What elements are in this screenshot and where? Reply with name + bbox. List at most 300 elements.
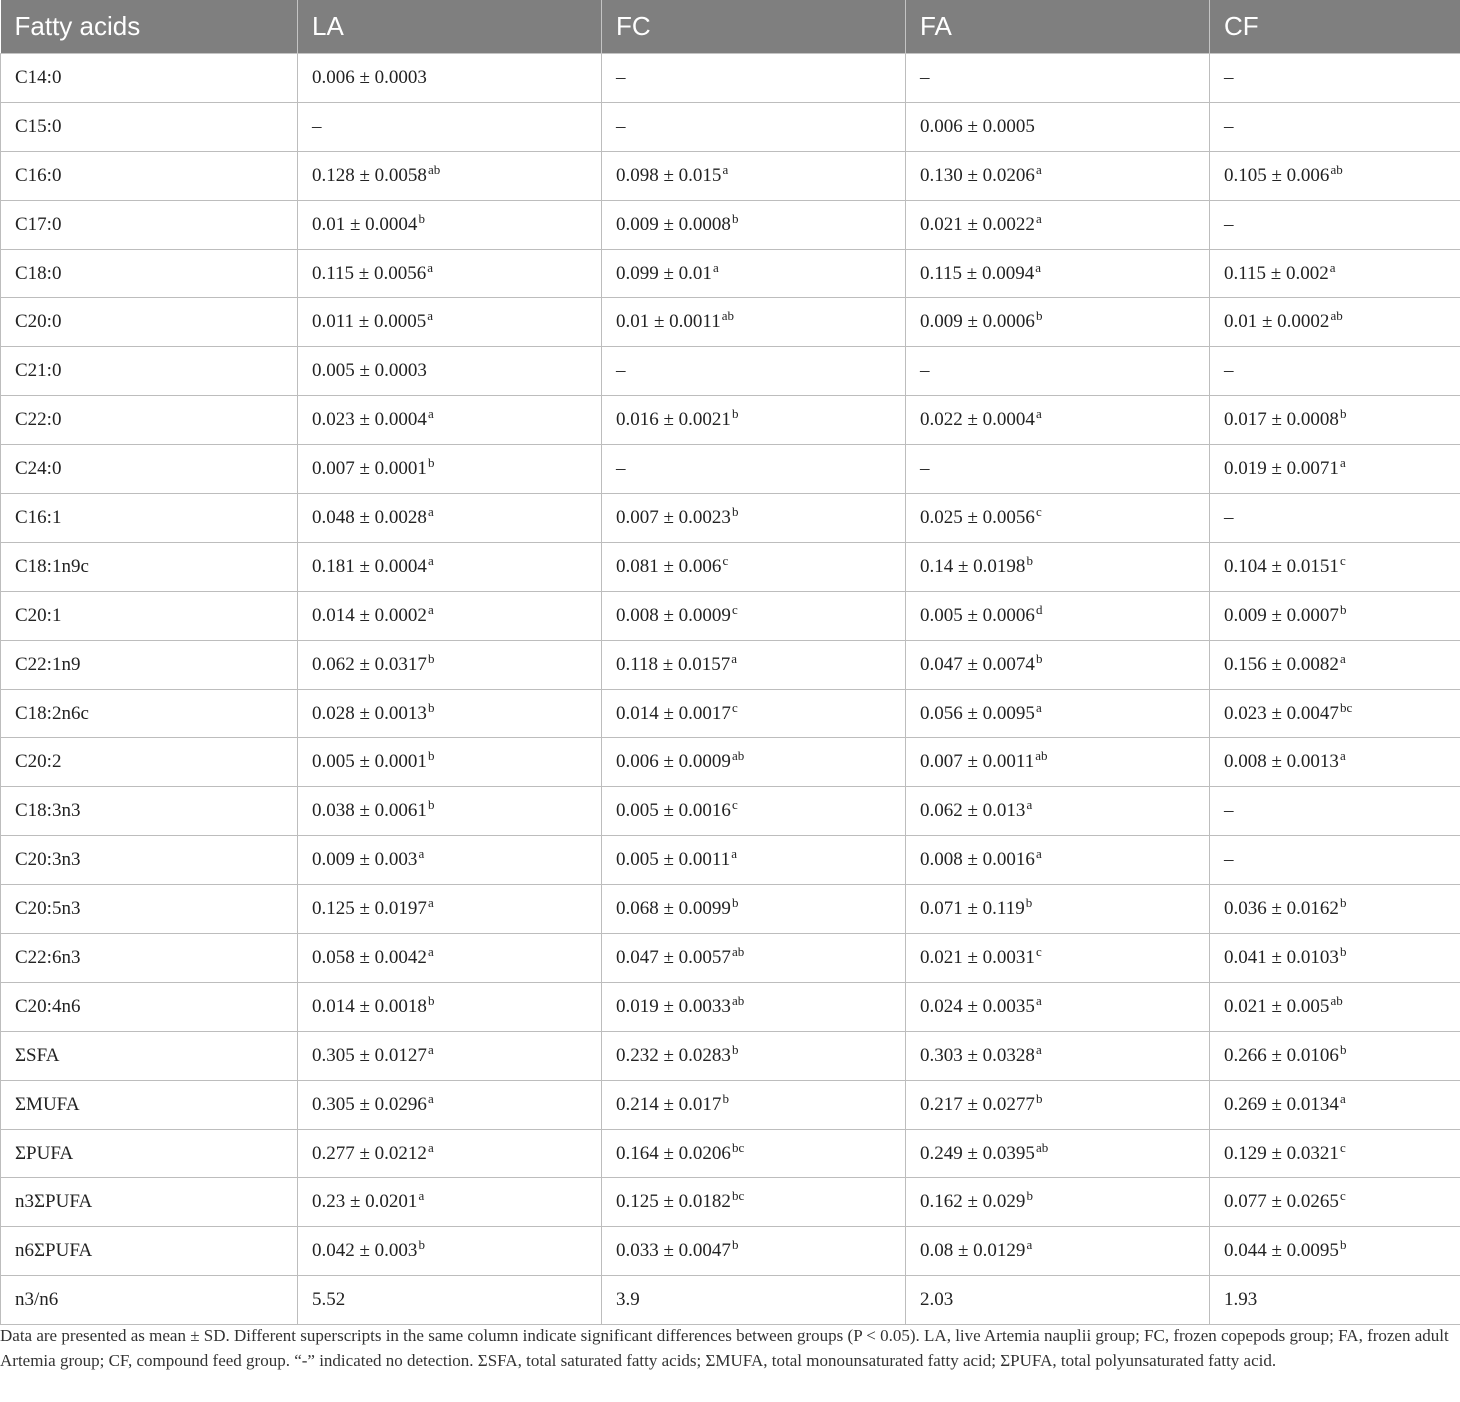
table-row bbox=[1, 982, 1460, 1031]
cell-value: 0.128 ± 0.0058 bbox=[312, 164, 427, 186]
value-cell bbox=[602, 102, 906, 151]
value-cell bbox=[906, 836, 1210, 885]
significance-superscript: c bbox=[731, 699, 738, 715]
row-label: C16:0 bbox=[1, 151, 298, 200]
significance-superscript: b bbox=[1035, 650, 1043, 666]
value-cell bbox=[298, 1129, 602, 1178]
cell-value: 2.03 bbox=[920, 1289, 954, 1311]
row-label: C20:1 bbox=[1, 591, 298, 640]
table-header bbox=[1, 0, 1460, 54]
cell-value: 0.125 ± 0.0197 bbox=[312, 898, 427, 920]
cell-value: 0.099 ± 0.01 bbox=[616, 262, 712, 284]
value-cell bbox=[1210, 640, 1460, 689]
significance-superscript: ab bbox=[1035, 1139, 1049, 1155]
value-cell bbox=[906, 151, 1210, 200]
cell-value: 0.056 ± 0.0095 bbox=[920, 702, 1035, 724]
value-cell bbox=[1210, 54, 1460, 103]
table-row bbox=[1, 738, 1460, 787]
value-cell bbox=[602, 1129, 906, 1178]
significance-superscript: ab bbox=[427, 161, 441, 177]
value-cell bbox=[1210, 934, 1460, 983]
cell-value: 0.077 ± 0.0265 bbox=[1224, 1191, 1339, 1213]
significance-superscript: b bbox=[731, 1237, 739, 1253]
value-cell bbox=[602, 54, 906, 103]
cell-value: 0.098 ± 0.015 bbox=[616, 164, 722, 186]
significance-superscript: a bbox=[427, 943, 434, 959]
significance-superscript: a bbox=[1035, 846, 1042, 862]
row-label: C17:0 bbox=[1, 200, 298, 249]
cell-value: 0.071 ± 0.119 bbox=[920, 898, 1025, 920]
cell-value: 0.038 ± 0.0061 bbox=[312, 800, 427, 822]
significance-superscript: ab bbox=[1330, 992, 1343, 1008]
significance-superscript: b bbox=[1339, 943, 1347, 959]
value-cell bbox=[906, 396, 1210, 445]
cell-value: 0.277 ± 0.0212 bbox=[312, 1142, 427, 1164]
header-fa: FA bbox=[906, 0, 1210, 54]
header-fatty-acids: Fatty acids bbox=[1, 0, 298, 54]
significance-superscript: a bbox=[1035, 699, 1042, 715]
value-cell bbox=[602, 396, 906, 445]
row-label: ΣPUFA bbox=[1, 1129, 298, 1178]
cell-value: 0.01 ± 0.0011 bbox=[616, 311, 721, 333]
value-cell bbox=[1210, 347, 1460, 396]
value-cell bbox=[602, 445, 906, 494]
cell-value: 0.005 ± 0.0003 bbox=[312, 360, 427, 382]
value-cell bbox=[298, 54, 602, 103]
significance-superscript: c bbox=[1035, 503, 1042, 519]
cell-value: 0.014 ± 0.0018 bbox=[312, 995, 427, 1017]
significance-superscript: a bbox=[722, 161, 729, 177]
table-row bbox=[1, 1227, 1460, 1276]
cell-value: 0.23 ± 0.0201 bbox=[312, 1191, 418, 1213]
row-label: C18:0 bbox=[1, 249, 298, 298]
significance-superscript: b bbox=[731, 1041, 739, 1057]
cell-value: 0.118 ± 0.0157 bbox=[616, 653, 731, 675]
significance-superscript: c bbox=[1339, 552, 1346, 568]
significance-superscript: b bbox=[731, 210, 739, 226]
significance-superscript: bc bbox=[1339, 699, 1353, 715]
table-row bbox=[1, 1276, 1460, 1325]
row-label: C22:1n9 bbox=[1, 640, 298, 689]
cell-value: – bbox=[1224, 213, 1234, 235]
cell-value: 0.019 ± 0.0033 bbox=[616, 995, 731, 1017]
table-row bbox=[1, 396, 1460, 445]
cell-value: 0.269 ± 0.0134 bbox=[1224, 1093, 1339, 1115]
value-cell bbox=[298, 1276, 602, 1325]
cell-value: 0.305 ± 0.0127 bbox=[312, 1044, 427, 1066]
significance-superscript: b bbox=[1025, 895, 1033, 911]
cell-value: – bbox=[1224, 849, 1234, 871]
cell-value: 0.266 ± 0.0106 bbox=[1224, 1044, 1339, 1066]
value-cell bbox=[298, 396, 602, 445]
value-cell bbox=[602, 836, 906, 885]
table-row bbox=[1, 542, 1460, 591]
value-cell bbox=[602, 200, 906, 249]
value-cell bbox=[298, 1178, 602, 1227]
table-row bbox=[1, 200, 1460, 249]
value-cell bbox=[298, 689, 602, 738]
significance-superscript: a bbox=[1035, 259, 1042, 275]
value-cell bbox=[602, 1276, 906, 1325]
value-cell bbox=[602, 982, 906, 1031]
cell-value: 0.041 ± 0.0103 bbox=[1224, 946, 1339, 968]
significance-superscript: d bbox=[1035, 601, 1043, 617]
value-cell bbox=[1210, 102, 1460, 151]
cell-value: 0.156 ± 0.0082 bbox=[1224, 653, 1339, 675]
cell-value: – bbox=[1224, 66, 1234, 88]
cell-value: 0.068 ± 0.0099 bbox=[616, 898, 731, 920]
value-cell bbox=[906, 640, 1210, 689]
value-cell bbox=[298, 836, 602, 885]
significance-superscript: a bbox=[427, 552, 434, 568]
value-cell bbox=[1210, 836, 1460, 885]
cell-value: 0.08 ± 0.0129 bbox=[920, 1240, 1026, 1262]
table-row bbox=[1, 151, 1460, 200]
row-label: C22:6n3 bbox=[1, 934, 298, 983]
cell-value: 0.006 ± 0.0005 bbox=[920, 115, 1035, 137]
cell-value: – bbox=[920, 66, 930, 88]
cell-value: 0.005 ± 0.0016 bbox=[616, 800, 731, 822]
value-cell bbox=[1210, 200, 1460, 249]
cell-value: 0.005 ± 0.0006 bbox=[920, 604, 1035, 626]
significance-superscript: a bbox=[1339, 455, 1346, 471]
cell-value: 0.036 ± 0.0162 bbox=[1224, 898, 1339, 920]
value-cell bbox=[298, 591, 602, 640]
row-label: C20:4n6 bbox=[1, 982, 298, 1031]
value-cell bbox=[602, 151, 906, 200]
table-row bbox=[1, 494, 1460, 543]
row-label: C18:3n3 bbox=[1, 787, 298, 836]
significance-superscript: a bbox=[427, 1090, 434, 1106]
table-row bbox=[1, 787, 1460, 836]
cell-value: 0.021 ± 0.005 bbox=[1224, 995, 1330, 1017]
cell-value: 0.044 ± 0.0095 bbox=[1224, 1240, 1339, 1262]
value-cell bbox=[602, 1080, 906, 1129]
value-cell bbox=[1210, 542, 1460, 591]
value-cell bbox=[906, 1031, 1210, 1080]
cell-value: – bbox=[920, 458, 930, 480]
value-cell bbox=[298, 982, 602, 1031]
significance-superscript: a bbox=[427, 895, 434, 911]
significance-superscript: c bbox=[731, 797, 738, 813]
table-row bbox=[1, 885, 1460, 934]
cell-value: 0.019 ± 0.0071 bbox=[1224, 458, 1339, 480]
value-cell bbox=[1210, 249, 1460, 298]
significance-superscript: b bbox=[418, 210, 425, 226]
cell-value: 0.005 ± 0.0001 bbox=[312, 751, 427, 773]
value-cell bbox=[298, 640, 602, 689]
significance-superscript: bc bbox=[731, 1188, 745, 1204]
value-cell bbox=[298, 885, 602, 934]
value-cell bbox=[906, 1178, 1210, 1227]
value-cell bbox=[906, 102, 1210, 151]
significance-superscript: b bbox=[427, 992, 435, 1008]
table-row bbox=[1, 1178, 1460, 1227]
value-cell bbox=[298, 1227, 602, 1276]
cell-value: 0.005 ± 0.0011 bbox=[616, 849, 731, 871]
value-cell bbox=[906, 494, 1210, 543]
value-cell bbox=[602, 347, 906, 396]
cell-value: 0.006 ± 0.0003 bbox=[312, 66, 427, 88]
cell-value: 0.01 ± 0.0002 bbox=[1224, 311, 1330, 333]
cell-value: 0.008 ± 0.0009 bbox=[616, 604, 731, 626]
cell-value: 0.164 ± 0.0206 bbox=[616, 1142, 731, 1164]
row-label: C20:0 bbox=[1, 298, 298, 347]
value-cell bbox=[906, 1276, 1210, 1325]
cell-value: 0.021 ± 0.0022 bbox=[920, 213, 1035, 235]
cell-value: 0.130 ± 0.0206 bbox=[920, 164, 1035, 186]
cell-value: 0.023 ± 0.0047 bbox=[1224, 702, 1339, 724]
significance-superscript: a bbox=[427, 1041, 434, 1057]
value-cell bbox=[1210, 445, 1460, 494]
cell-value: 0.008 ± 0.0016 bbox=[920, 849, 1035, 871]
value-cell bbox=[602, 1178, 906, 1227]
cell-value: 0.025 ± 0.0056 bbox=[920, 506, 1035, 528]
significance-superscript: a bbox=[418, 1188, 425, 1204]
value-cell bbox=[906, 298, 1210, 347]
row-label: ΣSFA bbox=[1, 1031, 298, 1080]
significance-superscript: a bbox=[712, 259, 719, 275]
table-row bbox=[1, 934, 1460, 983]
significance-superscript: a bbox=[427, 308, 434, 324]
significance-superscript: b bbox=[1339, 1237, 1347, 1253]
value-cell bbox=[298, 347, 602, 396]
significance-superscript: b bbox=[722, 1090, 729, 1106]
value-cell bbox=[906, 982, 1210, 1031]
significance-superscript: b bbox=[427, 748, 435, 764]
cell-value: 0.021 ± 0.0031 bbox=[920, 946, 1035, 968]
significance-superscript: a bbox=[427, 601, 434, 617]
table-row bbox=[1, 1080, 1460, 1129]
value-cell bbox=[602, 1227, 906, 1276]
significance-superscript: ab bbox=[721, 308, 735, 324]
value-cell bbox=[906, 787, 1210, 836]
cell-value: 0.125 ± 0.0182 bbox=[616, 1191, 731, 1213]
table-row bbox=[1, 54, 1460, 103]
significance-superscript: a bbox=[1035, 1041, 1042, 1057]
cell-value: 0.249 ± 0.0395 bbox=[920, 1142, 1035, 1164]
cell-value: 0.024 ± 0.0035 bbox=[920, 995, 1035, 1017]
significance-superscript: b bbox=[418, 1237, 425, 1253]
cell-value: – bbox=[616, 115, 626, 137]
cell-value: 0.305 ± 0.0296 bbox=[312, 1093, 427, 1115]
value-cell bbox=[1210, 738, 1460, 787]
cell-value: 0.008 ± 0.0013 bbox=[1224, 751, 1339, 773]
value-cell bbox=[298, 298, 602, 347]
cell-value: 0.042 ± 0.003 bbox=[312, 1240, 418, 1262]
significance-superscript: b bbox=[731, 503, 739, 519]
value-cell bbox=[1210, 1129, 1460, 1178]
significance-superscript: b bbox=[1339, 406, 1347, 422]
row-label: n6ΣPUFA bbox=[1, 1227, 298, 1276]
cell-value: 0.009 ± 0.003 bbox=[312, 849, 418, 871]
cell-value: 3.9 bbox=[616, 1289, 640, 1311]
significance-superscript: a bbox=[1035, 210, 1042, 226]
row-label: ΣMUFA bbox=[1, 1080, 298, 1129]
value-cell bbox=[1210, 982, 1460, 1031]
value-cell bbox=[1210, 591, 1460, 640]
significance-superscript: c bbox=[731, 601, 738, 617]
cell-value: 0.014 ± 0.0002 bbox=[312, 604, 427, 626]
value-cell bbox=[906, 591, 1210, 640]
cell-value: 0.023 ± 0.0004 bbox=[312, 409, 427, 431]
row-label: C20:5n3 bbox=[1, 885, 298, 934]
value-cell bbox=[602, 542, 906, 591]
value-cell bbox=[298, 200, 602, 249]
cell-value: 0.017 ± 0.0008 bbox=[1224, 409, 1339, 431]
row-label: C22:0 bbox=[1, 396, 298, 445]
value-cell bbox=[602, 640, 906, 689]
significance-superscript: c bbox=[1035, 943, 1042, 959]
table-row bbox=[1, 445, 1460, 494]
cell-value: 0.303 ± 0.0328 bbox=[920, 1044, 1035, 1066]
value-cell bbox=[298, 1080, 602, 1129]
value-cell bbox=[602, 298, 906, 347]
significance-superscript: a bbox=[427, 503, 434, 519]
significance-superscript: b bbox=[427, 699, 435, 715]
value-cell bbox=[1210, 1178, 1460, 1227]
value-cell bbox=[906, 1080, 1210, 1129]
significance-superscript: a bbox=[731, 846, 738, 862]
value-cell bbox=[906, 445, 1210, 494]
value-cell bbox=[1210, 298, 1460, 347]
value-cell bbox=[602, 885, 906, 934]
value-cell bbox=[298, 445, 602, 494]
value-cell bbox=[906, 249, 1210, 298]
value-cell bbox=[906, 1129, 1210, 1178]
value-cell bbox=[602, 249, 906, 298]
significance-superscript: b bbox=[1339, 895, 1347, 911]
significance-superscript: b bbox=[1035, 308, 1043, 324]
header-la: LA bbox=[298, 0, 602, 54]
cell-value: 0.217 ± 0.0277 bbox=[920, 1093, 1035, 1115]
table-row bbox=[1, 102, 1460, 151]
significance-superscript: a bbox=[1035, 992, 1042, 1008]
cell-value: – bbox=[616, 360, 626, 382]
value-cell bbox=[1210, 1227, 1460, 1276]
significance-superscript: b bbox=[731, 895, 739, 911]
value-cell bbox=[298, 934, 602, 983]
cell-value: 0.01 ± 0.0004 bbox=[312, 213, 418, 235]
value-cell bbox=[602, 1031, 906, 1080]
cell-value: 0.007 ± 0.0011 bbox=[920, 751, 1035, 773]
table-row bbox=[1, 347, 1460, 396]
cell-value: 0.016 ± 0.0021 bbox=[616, 409, 731, 431]
cell-value: 0.081 ± 0.006 bbox=[616, 555, 722, 577]
table-row bbox=[1, 591, 1460, 640]
value-cell bbox=[1210, 396, 1460, 445]
cell-value: 0.062 ± 0.013 bbox=[920, 800, 1026, 822]
cell-value: 0.028 ± 0.0013 bbox=[312, 702, 427, 724]
value-cell bbox=[906, 54, 1210, 103]
cell-value: 0.162 ± 0.029 bbox=[920, 1191, 1026, 1213]
table-row bbox=[1, 836, 1460, 885]
table-body bbox=[1, 54, 1460, 1325]
significance-superscript: a bbox=[1035, 161, 1042, 177]
value-cell bbox=[1210, 885, 1460, 934]
cell-value: – bbox=[1224, 506, 1234, 528]
row-label: C24:0 bbox=[1, 445, 298, 494]
table-row bbox=[1, 298, 1460, 347]
cell-value: 0.129 ± 0.0321 bbox=[1224, 1142, 1339, 1164]
significance-superscript: c bbox=[1339, 1188, 1346, 1204]
value-cell bbox=[1210, 1031, 1460, 1080]
significance-superscript: a bbox=[1339, 1090, 1346, 1106]
significance-superscript: c bbox=[1339, 1139, 1346, 1155]
cell-value: 0.105 ± 0.006 bbox=[1224, 164, 1330, 186]
row-label: C20:2 bbox=[1, 738, 298, 787]
cell-value: 0.033 ± 0.0047 bbox=[616, 1240, 731, 1262]
header-fc: FC bbox=[602, 0, 906, 54]
significance-superscript: a bbox=[418, 846, 425, 862]
value-cell bbox=[906, 689, 1210, 738]
value-cell bbox=[1210, 1276, 1460, 1325]
table-row bbox=[1, 1129, 1460, 1178]
value-cell bbox=[1210, 494, 1460, 543]
value-cell bbox=[298, 151, 602, 200]
row-label: C18:2n6c bbox=[1, 689, 298, 738]
significance-superscript: a bbox=[1035, 406, 1042, 422]
row-label: C16:1 bbox=[1, 494, 298, 543]
table-row bbox=[1, 1031, 1460, 1080]
significance-superscript: ab bbox=[731, 943, 745, 959]
value-cell bbox=[602, 738, 906, 787]
table-row bbox=[1, 640, 1460, 689]
cell-value: – bbox=[1224, 360, 1234, 382]
cell-value: – bbox=[616, 458, 626, 480]
significance-superscript: b bbox=[1339, 1041, 1347, 1057]
significance-superscript: b bbox=[1035, 1090, 1043, 1106]
significance-superscript: a bbox=[1339, 650, 1346, 666]
value-cell bbox=[906, 200, 1210, 249]
row-label: n3/n6 bbox=[1, 1276, 298, 1325]
value-cell bbox=[602, 689, 906, 738]
cell-value: 0.104 ± 0.0151 bbox=[1224, 555, 1339, 577]
value-cell bbox=[298, 787, 602, 836]
significance-superscript: b bbox=[427, 650, 435, 666]
cell-value: 0.047 ± 0.0057 bbox=[616, 946, 731, 968]
cell-value: 1.93 bbox=[1224, 1289, 1258, 1311]
cell-value: 0.014 ± 0.0017 bbox=[616, 702, 731, 724]
cell-value: – bbox=[1224, 115, 1234, 137]
value-cell bbox=[906, 738, 1210, 787]
value-cell bbox=[906, 934, 1210, 983]
significance-superscript: b bbox=[1339, 601, 1347, 617]
significance-superscript: a bbox=[1026, 1237, 1033, 1253]
value-cell bbox=[298, 542, 602, 591]
cell-value: 0.181 ± 0.0004 bbox=[312, 555, 427, 577]
cell-value: 0.115 ± 0.002 bbox=[1224, 262, 1329, 284]
value-cell bbox=[298, 1031, 602, 1080]
cell-value: 0.115 ± 0.0056 bbox=[312, 262, 427, 284]
cell-value: 5.52 bbox=[312, 1289, 346, 1311]
row-label: C18:1n9c bbox=[1, 542, 298, 591]
significance-superscript: ab bbox=[1035, 748, 1048, 764]
value-cell bbox=[602, 787, 906, 836]
row-label: C14:0 bbox=[1, 54, 298, 103]
value-cell bbox=[906, 885, 1210, 934]
cell-value: 0.006 ± 0.0009 bbox=[616, 751, 731, 773]
header-cf: CF bbox=[1210, 0, 1460, 54]
cell-value: 0.022 ± 0.0004 bbox=[920, 409, 1035, 431]
cell-value: 0.048 ± 0.0028 bbox=[312, 506, 427, 528]
cell-value: 0.115 ± 0.0094 bbox=[920, 262, 1035, 284]
value-cell bbox=[1210, 787, 1460, 836]
significance-superscript: ab bbox=[731, 992, 745, 1008]
significance-superscript: ab bbox=[1330, 308, 1343, 324]
cell-value: 0.062 ± 0.0317 bbox=[312, 653, 427, 675]
cell-value: 0.007 ± 0.0001 bbox=[312, 458, 427, 480]
